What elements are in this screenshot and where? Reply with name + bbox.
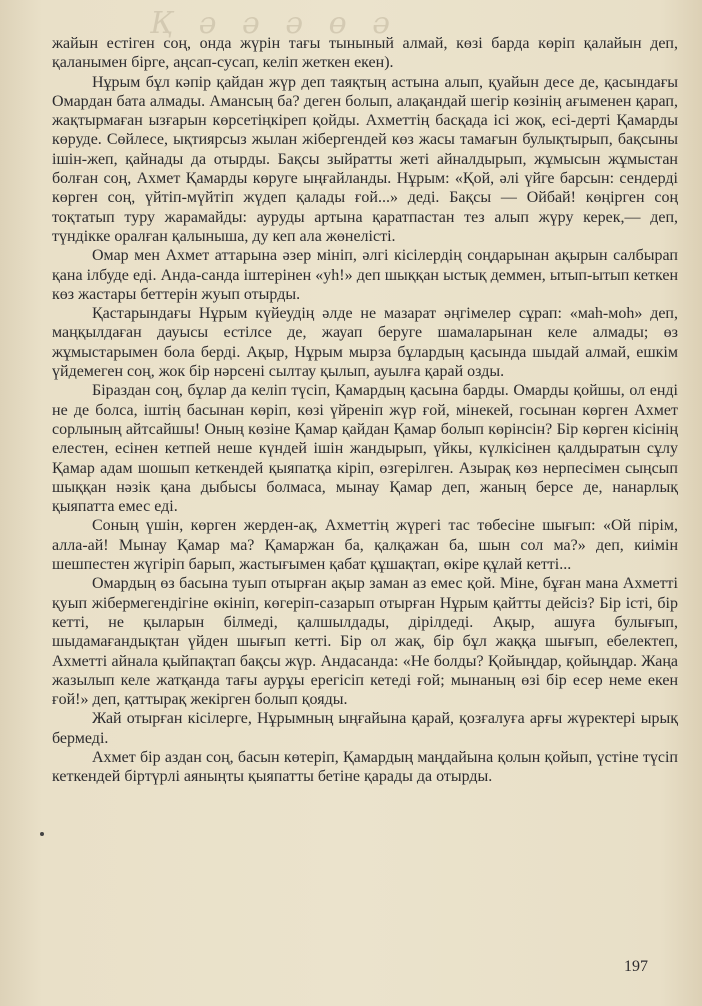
- paragraph: Нұрым бұл кәпір қайдан жүр деп таяқтың астына алып, қуайын десе де, қасындағы Омардан бата алмады. Амансың ба? деген болып, алақандай шегір көзінің ағыменен қарап, жақтырмаған ызғарын көрсетіңкіреп қойды. Ахметтің басқада ісі жоқ, есі-дерті Қамарды көруде. Сөйлесе, ықтиярсыз жылан жібергендей көз жасы тамағын булықтырып, бақсыны ішін-жеп, қайнады да отырды. Бақсы зыйратты жеті айналдырып, жұмысын жұмыстан болған соң, Ахмет Қамарды көруге ыңғайланды. Нұрым: «Қой, әлі үйге барсын: сендерді көрген соң, үйтіп-мүйтіп жүдеп қалады ғой...» деді. Бақсы — Ойбай! көңірген соң тоқтатып туру жарамайды: ауруды артына қаратпастан тез алып жүру керек,— деп, түндікке оралған қалыныша, ду кеп ала жөнелісті.: [52, 73, 678, 245]
- page-number: 197: [624, 958, 648, 975]
- paragraph: Қастарындағы Нұрым күйеудің әлде не мазарат әңгімелер сұрап: «маһ-моһ» деп, маңқылдаған дауысы естілсе де, жауап беруге шамаларынан келе алмады; өз жұмыстарымен бола берді. Ақыр, Нұрым мырза бұлардың қасында шыдай алмай, ешкім үйдемеген соң, жок бір нәрсені сылтау қылып, ауылға қарай озды.: [52, 305, 678, 381]
- paragraph: Омардың өз басына туып отырған ақыр заман аз емес қой. Міне, бұған мана Ахметті қуып жібермегендігіне өкініп, көгеріп-сазарып отырған Нұрым қайтты дейсіз? Бір істі, бір кетті, не қыларын білмеді, қалшылдады, дірілдеді. Ақыр, ашуға булығып, шыдамағандықтан үйден шығып кетті. Бір ол жақ, бір бұл жаққа шығып, ебелектеп, Ахметті айнала қыйпақтап бақсы жүр. Андасанда: «Не болды? Қойыңдар, қойыңдар. Жаңа жазылып келе жатқанда тағы аурұы ерегісіп кетеді ғой; мынаның өзі бір есер неме екен ғой!» деп, қаттырақ жекірген болып қояды.: [52, 575, 678, 709]
- paragraph: Біраздан соң, бұлар да келіп түсіп, Қамардың қасына барды. Омарды қойшы, ол енді не де болса, іштің басынан көріп, көзі үйреніп жүр ғой, мінекей, госынан көрген Ахмет сорлының айтсайшы! Оның көзіне Қамар қайдан Қамар болып көрінсін? Бір көрген кісінің елестен, есінен кетпей неше күндей ішін жандырып, үйкы, күлкісінен қалдыратын сұлу Қамар адам шошып кеткендей қыяпатқа кіріп, өзгерілген. Азырақ көз нерпесімен сыңсып шыққан нәзік қана дыбысы болмаса, мынау Қамар деп, жаның берсе де, нанарлық қыяпатта емес еді.: [52, 382, 678, 516]
- paragraph: Ахмет бір аздан соң, басын көтеріп, Қамардың маңдайына қолын қойып, үстіне түсіп кеткендей біртүрлі аяныңты қыяпатты бетіне қарады да отырды.: [52, 748, 678, 786]
- body-text: [52, 34, 678, 787]
- paragraph: Омар мен Ахмет аттарына әзер мініп, әлгі кісілердің соңдарынан ақырын салбырап қана ілбуде еді. Анда-санда іштерінен «уһ!» деп шыққан ыстық деммен, ытып-ытып кеткен көз жастары беттерін жуып отырды.: [52, 247, 678, 303]
- paragraph: жайын естіген соң, онда жүрін тағы тыныный алмай, көзі барда көріп қалайын деп, қаланымен бірге, аңсап-сусап, келіп жеткен екен).: [52, 35, 678, 72]
- margin-dot: [40, 832, 44, 836]
- paragraph: Соның үшін, көрген жерден-ақ, Ахметтің жүрегі тас төбесіне шығып: «Ой пірім, алла-ай! Мынау Қамар ма? Қамаржан ба, қалқажан ба, шын сол ма?» деп, киімін шешпестен жүгіріп барып, жастығымен қабат құшақтап, өкіре құлай кетті...: [52, 517, 678, 574]
- paragraph: Жай отырған кісілерге, Нұрымның ыңғайына қарай, қозғалуға арғы жүректері ырық бермеді.: [52, 710, 678, 747]
- faint-handwriting-watermark: Қ ә ә ә ө ә: [150, 6, 398, 41]
